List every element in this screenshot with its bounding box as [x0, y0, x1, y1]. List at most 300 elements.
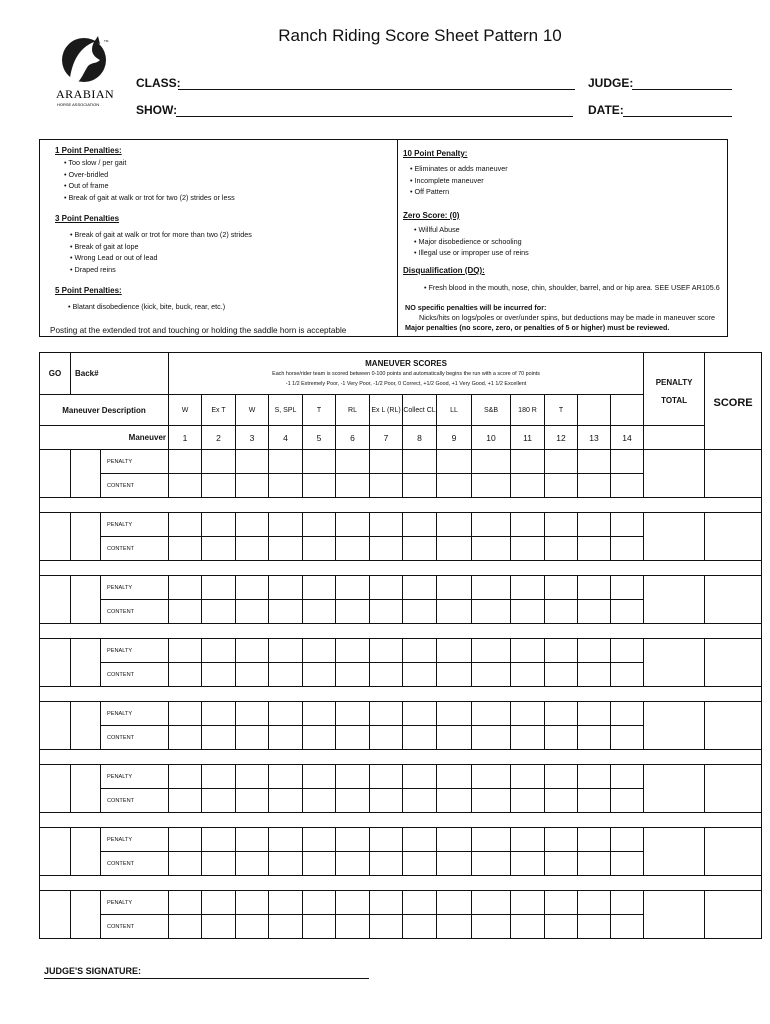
penalty-cell[interactable]: [611, 891, 644, 915]
major-penalties-note: Major penalties (no score, zero, or penalties of 5 or higher) must be reviewed.: [405, 323, 670, 332]
penalty-cell[interactable]: [202, 828, 236, 852]
penalty-cell[interactable]: [370, 576, 403, 600]
content-cell[interactable]: [269, 852, 303, 876]
content-cell[interactable]: [336, 915, 370, 939]
content-cell[interactable]: [437, 789, 472, 813]
content-cell[interactable]: [545, 474, 578, 498]
entry-separator: [40, 687, 762, 702]
content-cell[interactable]: [472, 915, 511, 939]
penalty-cell[interactable]: [545, 891, 578, 915]
go-cell[interactable]: [40, 828, 71, 876]
penalty-cell[interactable]: [611, 702, 644, 726]
penalty-cell[interactable]: [169, 765, 202, 789]
content-cell[interactable]: [370, 600, 403, 624]
penalty-cell[interactable]: [578, 513, 611, 537]
maneuver-description-5: T: [303, 395, 336, 426]
content-cell[interactable]: [403, 537, 437, 561]
content-cell[interactable]: [403, 789, 437, 813]
penalty-total-cell[interactable]: [644, 828, 705, 876]
posting-note: Posting at the extended trot and touching or holding the saddle horn is acceptable: [50, 326, 347, 335]
content-cell[interactable]: [236, 600, 269, 624]
penalty-cell[interactable]: [403, 576, 437, 600]
penalty-cell[interactable]: [303, 639, 336, 663]
content-cell[interactable]: [403, 915, 437, 939]
content-cell[interactable]: [403, 600, 437, 624]
list-item: • Wrong Lead or out of lead: [70, 252, 252, 264]
penalty-row-label: PENALTY: [101, 828, 169, 852]
back-number-cell[interactable]: [71, 828, 101, 876]
content-cell[interactable]: [545, 852, 578, 876]
content-cell[interactable]: [202, 537, 236, 561]
penalty-cell[interactable]: [303, 828, 336, 852]
penalty-cell[interactable]: [336, 450, 370, 474]
content-cell[interactable]: [202, 663, 236, 687]
penalty-cell[interactable]: [611, 639, 644, 663]
separator-cell: [40, 561, 762, 576]
content-cell[interactable]: [511, 663, 545, 687]
penalty-cell[interactable]: [370, 891, 403, 915]
five-point-heading: 5 Point Penalties:: [55, 286, 122, 295]
penalty-cell[interactable]: [303, 765, 336, 789]
penalty-cell[interactable]: [511, 765, 545, 789]
penalty-cell[interactable]: [472, 702, 511, 726]
score-cell[interactable]: [705, 891, 762, 939]
back-number-cell[interactable]: [71, 891, 101, 939]
content-cell[interactable]: [370, 663, 403, 687]
penalty-cell[interactable]: [437, 576, 472, 600]
penalty-cell[interactable]: [336, 702, 370, 726]
penalty-cell[interactable]: [578, 450, 611, 474]
penalty-cell[interactable]: [472, 513, 511, 537]
content-cell[interactable]: [236, 915, 269, 939]
content-cell[interactable]: [472, 852, 511, 876]
content-cell[interactable]: [472, 474, 511, 498]
judge-signature-field[interactable]: [44, 978, 369, 979]
content-cell[interactable]: [236, 726, 269, 750]
content-cell[interactable]: [269, 726, 303, 750]
content-cell[interactable]: [236, 537, 269, 561]
penalty-cell[interactable]: [303, 513, 336, 537]
penalty-total-cell[interactable]: [644, 576, 705, 624]
penalty-cell[interactable]: [511, 891, 545, 915]
content-cell[interactable]: [611, 915, 644, 939]
penalty-cell[interactable]: [202, 891, 236, 915]
content-cell[interactable]: [336, 789, 370, 813]
content-cell[interactable]: [370, 915, 403, 939]
content-cell[interactable]: [437, 915, 472, 939]
penalty-cell[interactable]: [611, 828, 644, 852]
content-cell[interactable]: [578, 852, 611, 876]
penalty-cell[interactable]: [336, 639, 370, 663]
entry-separator: [40, 498, 762, 513]
judge-signature-label: JUDGE'S SIGNATURE:: [44, 966, 141, 976]
separator-cell: [40, 624, 762, 639]
one-point-list: [64, 157, 235, 203]
content-cell[interactable]: [370, 537, 403, 561]
penalty-cell[interactable]: [611, 765, 644, 789]
content-cell[interactable]: [370, 852, 403, 876]
content-cell[interactable]: [578, 600, 611, 624]
content-cell[interactable]: [202, 474, 236, 498]
go-cell[interactable]: [40, 702, 71, 750]
content-cell[interactable]: [269, 600, 303, 624]
list-item: • Off Pattern: [410, 186, 508, 198]
penalty-cell[interactable]: [169, 891, 202, 915]
content-cell[interactable]: [437, 474, 472, 498]
penalty-cell[interactable]: [403, 891, 437, 915]
penalty-cell[interactable]: [202, 513, 236, 537]
content-cell[interactable]: [403, 474, 437, 498]
content-cell[interactable]: [269, 663, 303, 687]
penalty-total-cell[interactable]: [644, 513, 705, 561]
content-cell[interactable]: [303, 852, 336, 876]
penalty-cell[interactable]: [611, 513, 644, 537]
penalty-cell[interactable]: [545, 450, 578, 474]
penalty-cell[interactable]: [336, 765, 370, 789]
maneuver-number-1: 1: [169, 426, 202, 450]
go-cell[interactable]: [40, 639, 71, 687]
penalty-total-cell[interactable]: [644, 639, 705, 687]
content-cell[interactable]: [472, 726, 511, 750]
content-cell[interactable]: [202, 726, 236, 750]
content-cell[interactable]: [611, 852, 644, 876]
back-number-cell[interactable]: [71, 639, 101, 687]
content-cell[interactable]: [202, 915, 236, 939]
scoring-scale: -1 1/2 Extremely Poor, -1 Very Poor, -1/2 Poor, 0 Correct, +1/2 Good, +1 Very Good, +1 1/2 Excellent: [285, 380, 527, 387]
penalty-cell[interactable]: [202, 639, 236, 663]
content-cell[interactable]: [511, 915, 545, 939]
content-cell[interactable]: [611, 663, 644, 687]
go-cell[interactable]: [40, 891, 71, 939]
class-field[interactable]: [178, 89, 575, 90]
penalty-cell[interactable]: [403, 828, 437, 852]
penalty-cell[interactable]: [511, 702, 545, 726]
maneuver-scores-header: [169, 353, 644, 395]
penalty-cell[interactable]: [472, 450, 511, 474]
penalty-cell[interactable]: [437, 450, 472, 474]
penalty-cell[interactable]: [545, 828, 578, 852]
penalty-cell[interactable]: [472, 576, 511, 600]
content-cell[interactable]: [511, 789, 545, 813]
penalty-cell[interactable]: [403, 450, 437, 474]
content-cell[interactable]: [545, 600, 578, 624]
penalty-cell[interactable]: [511, 639, 545, 663]
penalty-cell[interactable]: [236, 891, 269, 915]
penalty-cell[interactable]: [578, 828, 611, 852]
content-cell[interactable]: [269, 474, 303, 498]
penalty-cell[interactable]: [511, 828, 545, 852]
content-cell[interactable]: [545, 537, 578, 561]
penalty-cell[interactable]: [578, 765, 611, 789]
penalty-cell[interactable]: [303, 702, 336, 726]
penalty-cell[interactable]: [511, 450, 545, 474]
entry-separator: [40, 561, 762, 576]
penalty-cell[interactable]: [269, 450, 303, 474]
penalty-cell[interactable]: [545, 513, 578, 537]
content-cell[interactable]: [236, 789, 269, 813]
penalty-cell[interactable]: [236, 765, 269, 789]
back-number-cell[interactable]: [71, 765, 101, 813]
content-cell[interactable]: [269, 789, 303, 813]
content-cell[interactable]: [578, 789, 611, 813]
content-cell[interactable]: [236, 474, 269, 498]
content-cell[interactable]: [370, 726, 403, 750]
penalty-cell[interactable]: [437, 891, 472, 915]
penalty-cell[interactable]: [336, 513, 370, 537]
content-cell[interactable]: [611, 537, 644, 561]
go-cell[interactable]: [40, 576, 71, 624]
content-cell[interactable]: [169, 537, 202, 561]
penalty-cell[interactable]: [269, 765, 303, 789]
content-cell[interactable]: [169, 663, 202, 687]
content-cell[interactable]: [303, 726, 336, 750]
content-cell[interactable]: [437, 852, 472, 876]
content-cell[interactable]: [437, 726, 472, 750]
penalty-cell[interactable]: [303, 450, 336, 474]
content-cell[interactable]: [611, 726, 644, 750]
show-field[interactable]: [176, 116, 573, 117]
penalty-total-cell[interactable]: [644, 702, 705, 750]
content-cell[interactable]: [169, 726, 202, 750]
content-cell[interactable]: [545, 915, 578, 939]
score-cell[interactable]: [705, 576, 762, 624]
content-cell[interactable]: [336, 726, 370, 750]
penalty-cell[interactable]: [236, 576, 269, 600]
score-cell[interactable]: [705, 702, 762, 750]
penalty-cell[interactable]: [169, 513, 202, 537]
penalty-cell[interactable]: [269, 891, 303, 915]
list-item: • Willful Abuse: [414, 224, 529, 236]
penalty-cell[interactable]: [236, 828, 269, 852]
content-cell[interactable]: [511, 600, 545, 624]
svg-text:TM: TM: [104, 39, 109, 43]
penalty-cell[interactable]: [611, 576, 644, 600]
content-row-label: CONTENT: [101, 537, 169, 561]
score-cell[interactable]: [705, 639, 762, 687]
penalty-cell[interactable]: [336, 891, 370, 915]
penalty-cell[interactable]: [578, 702, 611, 726]
content-cell[interactable]: [611, 789, 644, 813]
content-cell[interactable]: [169, 852, 202, 876]
content-cell[interactable]: [236, 852, 269, 876]
penalty-cell[interactable]: [403, 513, 437, 537]
content-cell[interactable]: [611, 474, 644, 498]
score-cell[interactable]: [705, 765, 762, 813]
penalty-cell[interactable]: [545, 576, 578, 600]
score-cell[interactable]: [705, 450, 762, 498]
content-cell[interactable]: [370, 789, 403, 813]
maneuver-description-10: S&B: [472, 395, 511, 426]
penalty-total-cell[interactable]: [644, 891, 705, 939]
penalty-cell[interactable]: [511, 513, 545, 537]
penalty-cell[interactable]: [236, 513, 269, 537]
penalty-cell[interactable]: [578, 639, 611, 663]
content-cell[interactable]: [545, 663, 578, 687]
penalty-cell[interactable]: [472, 891, 511, 915]
maneuver-description-2: Ex T: [202, 395, 236, 426]
svg-text:HORSE ASSOCIATION: HORSE ASSOCIATION: [57, 102, 100, 107]
content-cell[interactable]: [336, 474, 370, 498]
penalty-cell[interactable]: [303, 891, 336, 915]
content-cell[interactable]: [437, 537, 472, 561]
content-cell[interactable]: [169, 915, 202, 939]
back-number-cell[interactable]: [71, 450, 101, 498]
content-cell[interactable]: [403, 852, 437, 876]
content-cell[interactable]: [336, 537, 370, 561]
penalty-cell[interactable]: [578, 576, 611, 600]
content-cell[interactable]: [202, 789, 236, 813]
entry-separator: [40, 876, 762, 891]
penalty-cell[interactable]: [511, 576, 545, 600]
judge-field[interactable]: [632, 89, 732, 90]
go-header: GO: [40, 353, 71, 395]
penalty-cell[interactable]: [611, 450, 644, 474]
table-row: [40, 702, 762, 726]
content-cell[interactable]: [472, 600, 511, 624]
content-row-label: CONTENT: [101, 600, 169, 624]
penalty-cell[interactable]: [370, 639, 403, 663]
content-cell[interactable]: [437, 663, 472, 687]
penalty-cell[interactable]: [578, 891, 611, 915]
content-cell[interactable]: [472, 537, 511, 561]
content-cell[interactable]: [169, 789, 202, 813]
content-cell[interactable]: [611, 600, 644, 624]
penalty-cell[interactable]: [545, 765, 578, 789]
content-cell[interactable]: [303, 537, 336, 561]
penalty-cell[interactable]: [336, 828, 370, 852]
penalty-cell[interactable]: [202, 765, 236, 789]
penalty-cell[interactable]: [169, 639, 202, 663]
penalty-cell[interactable]: [403, 765, 437, 789]
back-number-cell[interactable]: [71, 576, 101, 624]
penalty-cell[interactable]: [202, 450, 236, 474]
penalty-cell[interactable]: [437, 765, 472, 789]
content-cell[interactable]: [370, 474, 403, 498]
content-cell[interactable]: [511, 726, 545, 750]
penalty-cell[interactable]: [269, 639, 303, 663]
penalty-cell[interactable]: [169, 828, 202, 852]
penalty-cell[interactable]: [545, 702, 578, 726]
penalty-cell[interactable]: [437, 828, 472, 852]
go-cell[interactable]: [40, 765, 71, 813]
no-specific-penalties: NO specific penalties will be incurred for:: [405, 303, 547, 312]
content-cell[interactable]: [472, 789, 511, 813]
penalty-cell[interactable]: [269, 513, 303, 537]
content-cell[interactable]: [511, 474, 545, 498]
content-row-label: CONTENT: [101, 726, 169, 750]
content-cell[interactable]: [578, 726, 611, 750]
penalty-cell[interactable]: [169, 702, 202, 726]
content-cell[interactable]: [511, 852, 545, 876]
penalty-cell[interactable]: [202, 702, 236, 726]
content-cell[interactable]: [336, 852, 370, 876]
content-cell[interactable]: [578, 474, 611, 498]
content-cell[interactable]: [578, 663, 611, 687]
go-cell[interactable]: [40, 450, 71, 498]
content-cell[interactable]: [578, 537, 611, 561]
content-cell[interactable]: [269, 915, 303, 939]
score-cell[interactable]: [705, 513, 762, 561]
score-cell[interactable]: [705, 828, 762, 876]
penalty-cell[interactable]: [472, 765, 511, 789]
content-cell[interactable]: [403, 663, 437, 687]
maneuver-number-13: 13: [578, 426, 611, 450]
penalty-cell[interactable]: [236, 450, 269, 474]
penalty-total-cell[interactable]: [644, 450, 705, 498]
dq-list: [424, 282, 720, 294]
penalty-cell[interactable]: [236, 702, 269, 726]
content-cell[interactable]: [303, 474, 336, 498]
maneuver-number-3: 3: [236, 426, 269, 450]
content-cell[interactable]: [236, 663, 269, 687]
content-cell[interactable]: [403, 726, 437, 750]
content-cell[interactable]: [545, 789, 578, 813]
content-cell[interactable]: [202, 600, 236, 624]
penalty-cell[interactable]: [472, 639, 511, 663]
content-cell[interactable]: [437, 600, 472, 624]
penalty-total-cell[interactable]: [644, 765, 705, 813]
content-cell[interactable]: [169, 600, 202, 624]
penalty-cell[interactable]: [472, 828, 511, 852]
penalty-cell[interactable]: [269, 702, 303, 726]
list-item: • Illegal use or improper use of reins: [414, 247, 529, 259]
penalty-cell[interactable]: [202, 576, 236, 600]
date-field[interactable]: [623, 116, 732, 117]
penalty-cell[interactable]: [403, 702, 437, 726]
go-cell[interactable]: [40, 513, 71, 561]
table-row: [40, 891, 762, 915]
penalty-cell[interactable]: [269, 828, 303, 852]
content-cell[interactable]: [303, 789, 336, 813]
content-cell[interactable]: [511, 537, 545, 561]
penalty-cell[interactable]: [437, 513, 472, 537]
penalty-cell[interactable]: [169, 450, 202, 474]
penalty-cell[interactable]: [269, 576, 303, 600]
penalty-cell[interactable]: [370, 450, 403, 474]
maneuver-scores-title: MANEUVER SCORES: [365, 358, 447, 368]
content-cell[interactable]: [336, 663, 370, 687]
table-row: [40, 828, 762, 852]
penalty-cell[interactable]: [169, 576, 202, 600]
content-cell[interactable]: [269, 537, 303, 561]
penalty-cell[interactable]: [437, 702, 472, 726]
maneuver-number-11: 11: [511, 426, 545, 450]
penalty-cell[interactable]: [370, 513, 403, 537]
content-cell[interactable]: [303, 600, 336, 624]
penalty-cell[interactable]: [336, 576, 370, 600]
content-cell[interactable]: [472, 663, 511, 687]
maneuver-description-3: W: [236, 395, 269, 426]
content-cell[interactable]: [545, 726, 578, 750]
back-number-cell[interactable]: [71, 513, 101, 561]
maneuver-number-5: 5: [303, 426, 336, 450]
penalty-cell[interactable]: [545, 639, 578, 663]
penalty-cell[interactable]: [370, 702, 403, 726]
content-cell[interactable]: [303, 915, 336, 939]
penalty-cell[interactable]: [236, 639, 269, 663]
content-cell[interactable]: [169, 474, 202, 498]
penalty-cell[interactable]: [370, 765, 403, 789]
content-cell[interactable]: [303, 663, 336, 687]
content-cell[interactable]: [336, 600, 370, 624]
penalty-cell[interactable]: [370, 828, 403, 852]
content-cell[interactable]: [202, 852, 236, 876]
penalty-cell[interactable]: [403, 639, 437, 663]
penalty-cell[interactable]: [303, 576, 336, 600]
back-number-cell[interactable]: [71, 702, 101, 750]
penalty-cell[interactable]: [437, 639, 472, 663]
content-cell[interactable]: [578, 915, 611, 939]
